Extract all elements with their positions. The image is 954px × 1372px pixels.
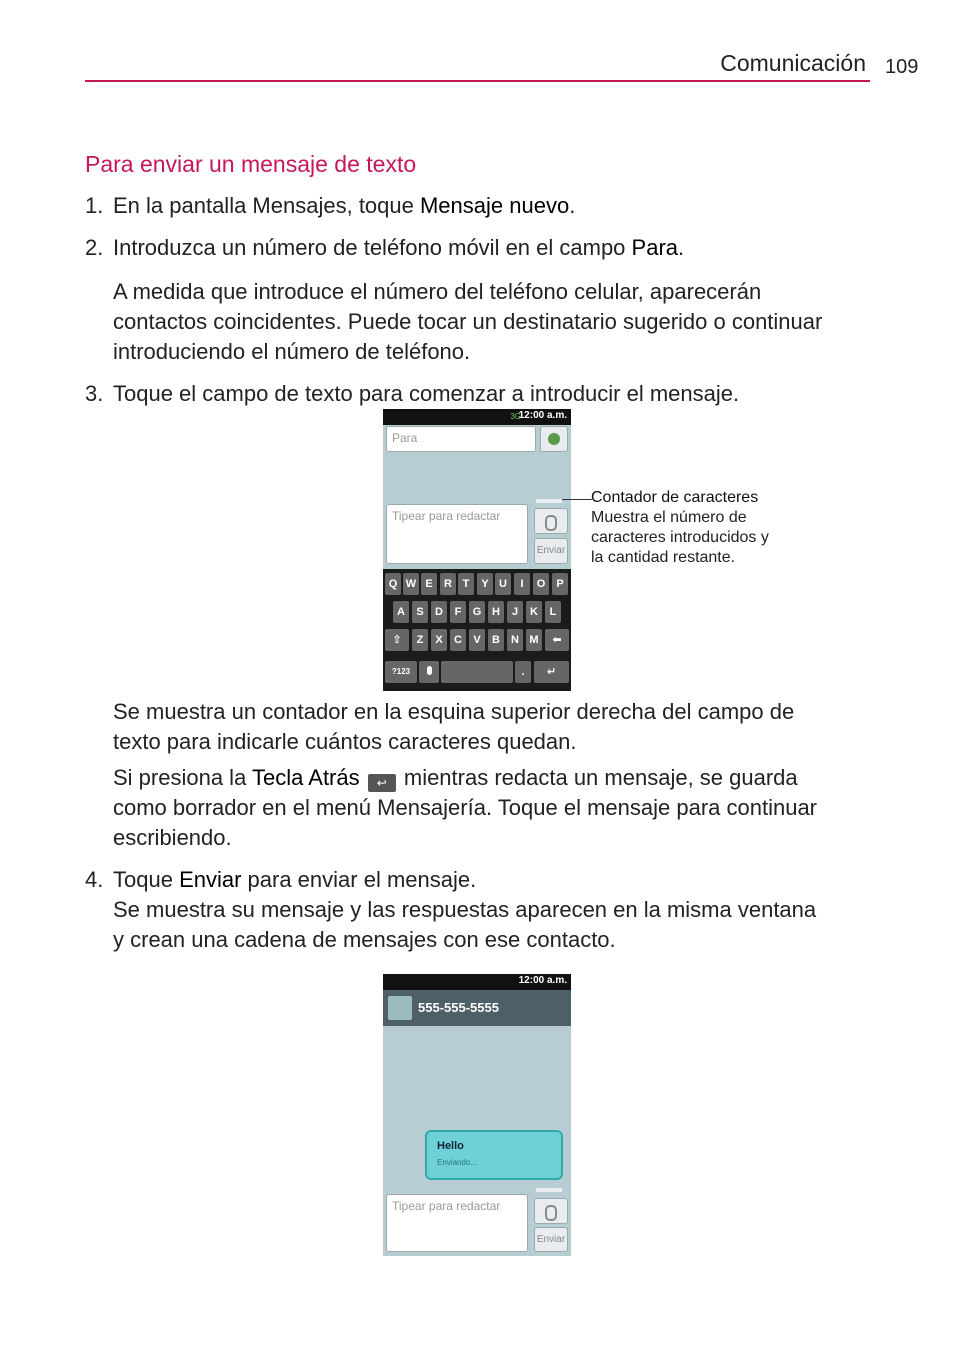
space-key[interactable] — [441, 661, 513, 683]
key-i[interactable]: I — [514, 573, 530, 595]
signal-icon: 3G — [510, 412, 521, 421]
key-t[interactable]: T — [458, 573, 474, 595]
key-g[interactable]: G — [469, 601, 485, 623]
step-1-text: En la pantalla Mensajes, toque Mensaje nuevo. — [113, 193, 576, 218]
status-bar — [383, 409, 571, 425]
key-p[interactable]: P — [552, 573, 568, 595]
section-title: Para enviar un mensaje de texto — [85, 151, 417, 177]
status-bar — [383, 974, 571, 990]
contact-icon — [548, 433, 560, 445]
step-4-number: 4. — [85, 867, 104, 892]
send-button[interactable]: Enviar — [534, 538, 568, 564]
phone-screenshot-thread — [383, 974, 571, 1256]
key-q[interactable]: Q — [385, 573, 401, 595]
key-m[interactable]: M — [526, 629, 542, 651]
contact-number: 555-555-5555 — [418, 1000, 499, 1015]
character-counter — [536, 1188, 562, 1192]
step-2-bold: Para — [631, 235, 679, 260]
shift-key[interactable]: ⇧ — [385, 629, 409, 651]
status-time: 12:00 a.m. — [518, 410, 567, 421]
compose-field[interactable]: Tipear para redactar — [386, 504, 528, 564]
step-2-text: Introduzca un número de teléfono móvil en el campo Para. — [113, 235, 685, 260]
compose-field[interactable]: Tipear para redactar — [386, 1194, 528, 1252]
message-text: Hello — [437, 1140, 464, 1152]
header-rule — [85, 80, 870, 82]
callout-title: Contador de caracteres — [591, 489, 759, 506]
key-x[interactable]: X — [431, 629, 447, 651]
send-button[interactable]: Enviar — [534, 1227, 568, 1252]
key-v[interactable]: V — [469, 629, 485, 651]
counter-description: Se muestra un contador en la esquina superior derecha del campo de texto para indicarle cuántos caracteres quedan. — [113, 699, 795, 754]
back-key-label: Tecla Atrás — [252, 765, 360, 790]
step-1-bold: Mensaje nuevo — [419, 193, 570, 218]
to-field[interactable]: Para — [386, 426, 536, 452]
page-number: 109 — [885, 56, 919, 78]
contact-avatar-icon — [388, 996, 412, 1020]
key-u[interactable]: U — [495, 573, 511, 595]
attach-button[interactable] — [534, 1198, 568, 1224]
key-j[interactable]: J — [507, 601, 523, 623]
back-key-icon: ↩ — [368, 774, 396, 792]
keyboard — [383, 569, 571, 691]
key-z[interactable]: Z — [412, 629, 428, 651]
key-n[interactable]: N — [507, 629, 523, 651]
symbols-key[interactable]: ?123 — [385, 661, 417, 683]
status-time: 12:00 a.m. — [518, 975, 567, 986]
key-d[interactable]: D — [431, 601, 447, 623]
key-o[interactable]: O — [533, 573, 549, 595]
step-3-number: 3. — [85, 381, 104, 406]
period-key[interactable]: . — [515, 661, 531, 683]
step-2-detail: A medida que introduce el número del teléfono celular, aparecerán contactos coincidentes. Puede tocar un destinatario sugerido o continuar introduciendo el número de teléfono. — [113, 279, 823, 364]
paperclip-icon — [545, 1205, 557, 1221]
key-y[interactable]: Y — [477, 573, 493, 595]
phone-screenshot-compose — [383, 409, 571, 691]
message-status: Enviando... — [437, 1158, 478, 1167]
paperclip-icon — [545, 515, 557, 531]
key-e[interactable]: E — [421, 573, 437, 595]
key-a[interactable]: A — [393, 601, 409, 623]
mic-icon — [427, 666, 432, 675]
step-1-number: 1. — [85, 193, 104, 218]
key-l[interactable]: L — [545, 601, 561, 623]
thread-header — [383, 990, 571, 1026]
step-2-number: 2. — [85, 235, 104, 260]
step-4-bold: Enviar — [179, 867, 242, 892]
backspace-key[interactable]: ⬅ — [545, 629, 569, 651]
contact-picker-button[interactable] — [540, 426, 568, 452]
key-b[interactable]: B — [488, 629, 504, 651]
enter-key[interactable]: ↵ — [534, 661, 569, 683]
callout-leader-line — [562, 499, 592, 500]
step-4-text: Toque Enviar para enviar el mensaje. Se muestra su mensaje y las respuestas aparecen en la misma ventana y crean una cadena de mensajes con ese contacto. — [113, 867, 817, 952]
character-counter-callout: Contador de caracteres Muestra el número de caracteres introducidos y la cantidad restante. — [591, 489, 769, 566]
key-h[interactable]: H — [488, 601, 504, 623]
key-w[interactable]: W — [403, 573, 419, 595]
step-3-text: Toque el campo de texto para comenzar a introducir el mensaje. — [113, 381, 740, 406]
key-k[interactable]: K — [526, 601, 542, 623]
header-title: Comunicación — [720, 50, 866, 76]
key-c[interactable]: C — [450, 629, 466, 651]
key-s[interactable]: S — [412, 601, 428, 623]
key-r[interactable]: R — [440, 573, 456, 595]
key-f[interactable]: F — [450, 601, 466, 623]
message-bubble[interactable] — [425, 1130, 563, 1180]
back-key-description: Si presiona la Tecla Atrás ↩ mientras redacta un mensaje, se guarda como borrador en el menú Mensajería. Toque el mensaje para continuar escribiendo. — [113, 765, 817, 850]
mic-key[interactable] — [419, 661, 439, 683]
attach-button[interactable] — [534, 508, 568, 534]
character-counter — [536, 499, 562, 503]
